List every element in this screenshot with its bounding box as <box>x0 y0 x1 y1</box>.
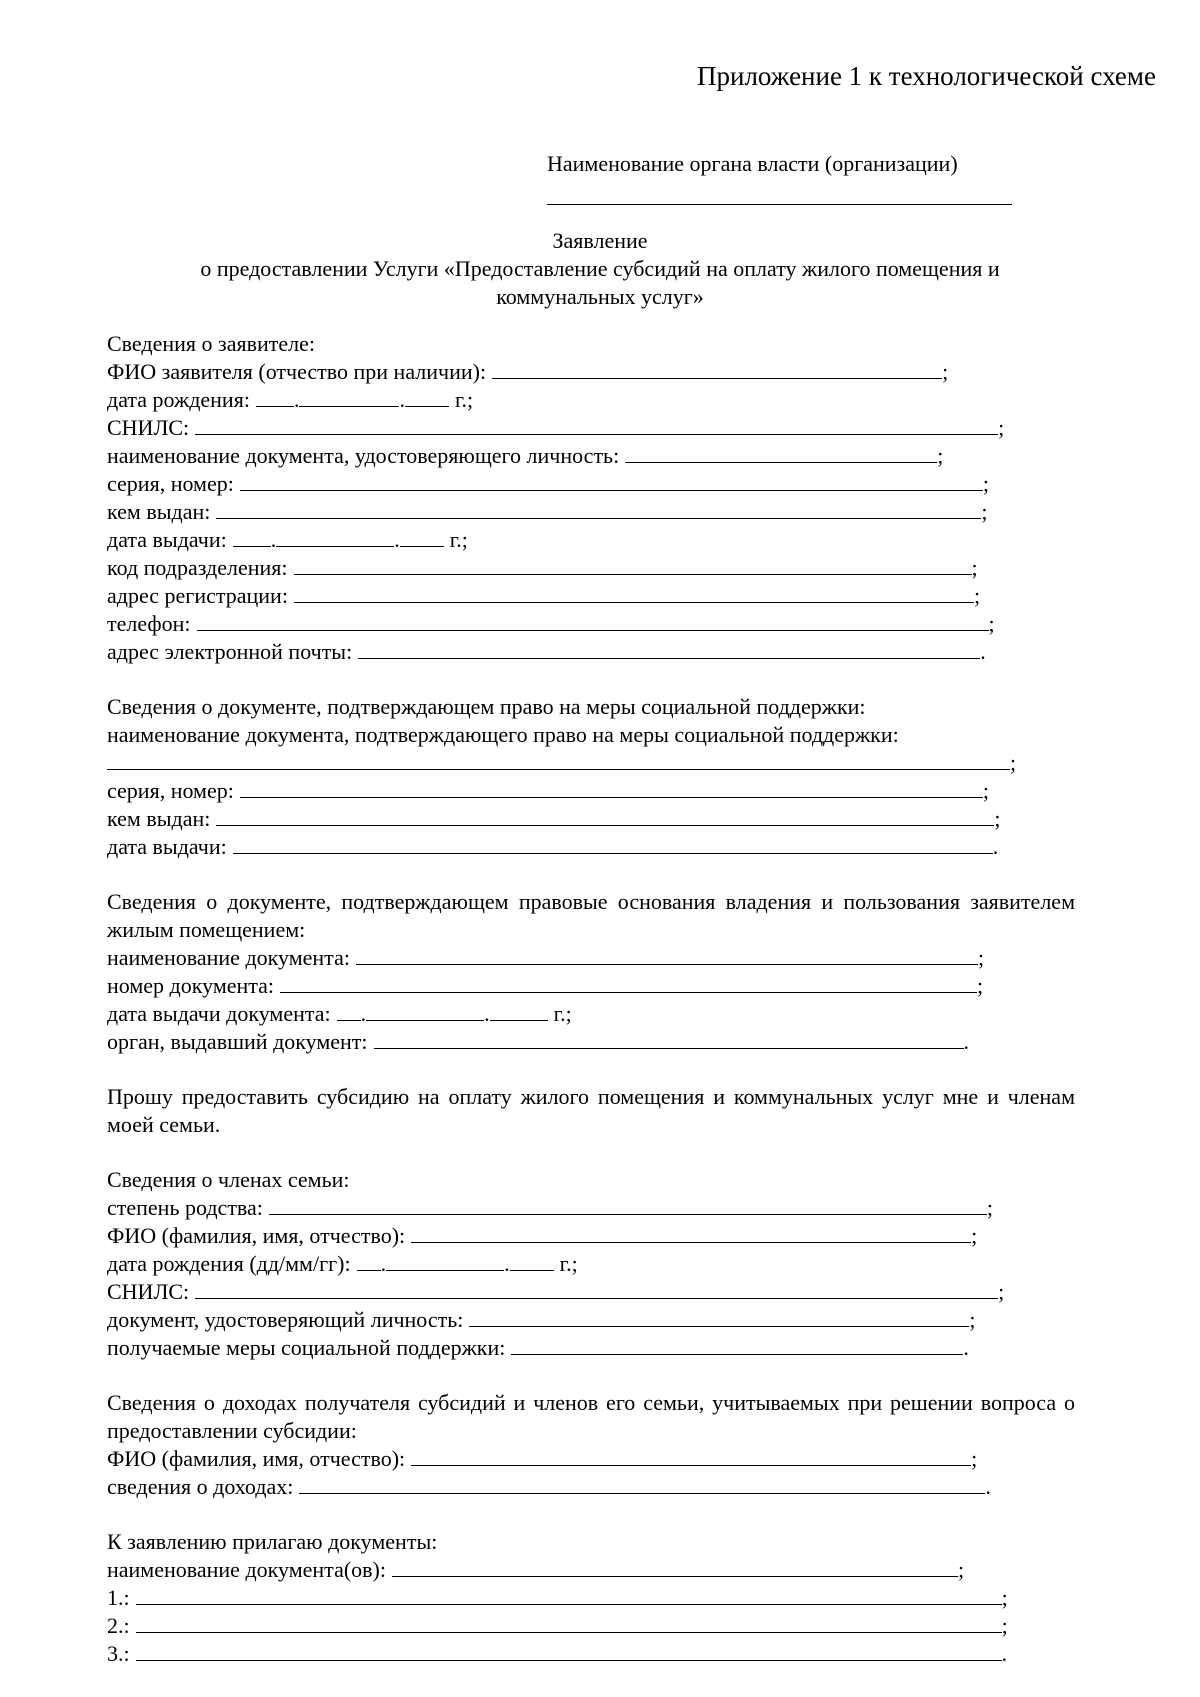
semicolon: ; <box>937 443 944 468</box>
applicant-email-field[interactable] <box>358 640 980 659</box>
applicant-snils-field[interactable] <box>195 416 998 435</box>
ownership-doc-name-row <box>107 944 1075 972</box>
attachment-2-label: 2.: <box>107 1613 130 1638</box>
semicolon: ; <box>971 1446 978 1471</box>
request-text: Прошу предоставить субсидию на оплату жилого помещения и коммунальных услуг мне и членам моей семьи. <box>107 1084 1075 1137</box>
semicolon: ; <box>977 973 984 998</box>
birth-month-field[interactable] <box>299 388 399 407</box>
date-dot: . <box>360 1001 367 1026</box>
annex-label: Приложение 1 к технологической схеме <box>697 61 1156 91</box>
family-support-field[interactable] <box>511 1336 963 1355</box>
family-id-doc-field[interactable] <box>469 1308 969 1327</box>
semicolon: ; <box>1001 1585 1008 1610</box>
support-doc-issued-by-row <box>107 805 1075 833</box>
applicant-issued-by-label: кем выдан: <box>107 499 211 524</box>
ownership-doc-date-row <box>107 1000 1075 1028</box>
ownership-month-field[interactable] <box>366 1002 484 1021</box>
date-dot: . <box>399 387 405 412</box>
ownership-doc-number-field[interactable] <box>280 974 977 993</box>
attachments-names-label: наименование документа(ов): <box>107 1557 386 1582</box>
family-birth-month-field[interactable] <box>386 1252 504 1271</box>
support-doc-name-label: наименование документа, подтверждающего право на меры социальной поддержки: <box>107 722 899 747</box>
semicolon: ; <box>973 583 981 608</box>
family-birth-year-field[interactable] <box>510 1252 554 1271</box>
birth-day-field[interactable] <box>256 388 294 407</box>
applicant-series-field[interactable] <box>240 472 983 491</box>
semicolon: ; <box>998 415 1005 440</box>
attachment-item-1 <box>107 1584 1075 1612</box>
semicolon: ; <box>971 1223 978 1248</box>
attachments-heading: К заявлению прилагаю документы: <box>107 1529 438 1554</box>
family-snils-field[interactable] <box>195 1280 998 1299</box>
applicant-division-label: код подразделения: <box>107 555 288 580</box>
applicant-heading: Сведения о заявителе: <box>107 331 316 356</box>
applicant-issued-by-field[interactable] <box>216 500 981 519</box>
family-fio-label: ФИО (фамилия, имя, отчество): <box>107 1223 406 1248</box>
attachments-names-row <box>107 1556 1075 1584</box>
birth-year-field[interactable] <box>405 388 449 407</box>
applicant-address-row <box>107 582 1075 610</box>
family-birth-date-label: дата рождения (дд/мм/гг): <box>107 1251 351 1276</box>
form-subtitle-line1: о предоставлении Услуги «Предоставление субсидий на оплату жилого помещения и <box>200 256 1000 281</box>
applicant-email-row <box>107 638 1075 666</box>
period: . <box>963 1029 970 1054</box>
ownership-doc-heading: Сведения о документе, подтверждающем правовые основания владения и пользования заявителем жилым помещением: <box>107 889 1075 942</box>
ownership-doc-date-label: дата выдачи документа: <box>107 1001 331 1026</box>
applicant-email-label: адрес электронной почты: <box>107 639 353 664</box>
applicant-id-doc-field[interactable] <box>625 444 937 463</box>
family-heading: Сведения о членах семьи: <box>107 1167 350 1192</box>
semicolon: ; <box>982 778 989 803</box>
applicant-snils-row <box>107 414 1075 442</box>
income-info-row <box>107 1473 1075 1501</box>
ownership-doc-issuer-row <box>107 1028 1075 1056</box>
semicolon: ; <box>981 499 988 524</box>
applicant-division-field[interactable] <box>294 556 972 575</box>
date-dot: . <box>270 527 277 552</box>
semicolon: ; <box>1010 750 1017 775</box>
attachment-1-field[interactable] <box>136 1586 1002 1605</box>
applicant-address-label: адрес регистрации: <box>107 583 288 608</box>
applicant-id-doc-label: наименование документа, удостоверяющего личность: <box>107 443 620 468</box>
period: . <box>963 1335 969 1360</box>
year-suffix: г.; <box>454 387 474 412</box>
ownership-doc-number-label: номер документа: <box>107 973 275 998</box>
semicolon: ; <box>969 1307 976 1332</box>
family-relation-row <box>107 1194 1075 1222</box>
semicolon: ; <box>942 359 949 384</box>
family-support-row <box>107 1334 1075 1362</box>
support-doc-date-row <box>107 833 1075 861</box>
ownership-doc-number-row <box>107 972 1075 1000</box>
family-relation-field[interactable] <box>269 1196 987 1215</box>
date-dot: . <box>394 527 400 552</box>
support-doc-date-field[interactable] <box>233 835 993 854</box>
semicolon: ; <box>971 555 978 580</box>
form-body <box>107 330 1075 1668</box>
semicolon: ; <box>994 806 1001 831</box>
support-doc-name-row <box>107 749 1075 777</box>
date-dot: . <box>484 1001 490 1026</box>
period: . <box>992 834 999 859</box>
support-doc-series-label: серия, номер: <box>107 778 234 803</box>
applicant-id-doc-row <box>107 442 1075 470</box>
period: . <box>1001 1641 1008 1666</box>
applicant-phone-label: телефон: <box>107 611 191 636</box>
org-name-field[interactable] <box>547 204 1012 205</box>
date-dot: . <box>293 387 300 412</box>
family-id-doc-row <box>107 1306 1075 1334</box>
issue-month-field[interactable] <box>276 528 394 547</box>
applicant-fio-field[interactable] <box>492 360 942 379</box>
applicant-fio-row <box>107 358 1075 386</box>
support-doc-issued-by-field[interactable] <box>216 807 994 826</box>
applicant-series-label: серия, номер: <box>107 471 234 496</box>
family-fio-row <box>107 1222 1075 1250</box>
semicolon: ; <box>958 1557 965 1582</box>
ownership-year-field[interactable] <box>490 1002 548 1021</box>
support-doc-series-row <box>107 777 1075 805</box>
attachment-3-field[interactable] <box>136 1642 1002 1661</box>
support-doc-heading: Сведения о документе, подтверждающем право на меры социальной поддержки: <box>107 694 866 719</box>
family-relation-label: степень родства: <box>107 1195 263 1220</box>
ownership-doc-name-label: наименование документа: <box>107 945 350 970</box>
year-suffix: г.; <box>553 1001 572 1026</box>
applicant-fio-label: ФИО заявителя (отчество при наличии): <box>107 359 487 384</box>
semicolon: ; <box>982 471 989 496</box>
applicant-series-row <box>107 470 1075 498</box>
applicant-phone-field[interactable] <box>197 612 989 631</box>
semicolon: ; <box>1001 1613 1008 1638</box>
applicant-birth-date-row <box>107 386 1075 414</box>
semicolon: ; <box>998 1279 1005 1304</box>
income-fio-label: ФИО (фамилия, имя, отчество): <box>107 1446 406 1471</box>
applicant-division-row <box>107 554 1075 582</box>
family-birth-day-field[interactable] <box>357 1252 381 1271</box>
form-subtitle-line2: коммунальных услуг» <box>496 284 704 309</box>
semicolon: ; <box>988 611 995 636</box>
ownership-doc-name-field[interactable] <box>356 946 978 965</box>
family-snils-row <box>107 1278 1075 1306</box>
ownership-doc-issuer-field[interactable] <box>374 1030 964 1049</box>
org-name-label: Наименование органа власти (организации) <box>547 151 958 176</box>
issue-year-field[interactable] <box>400 528 444 547</box>
applicant-phone-row <box>107 610 1075 638</box>
support-doc-name-field[interactable] <box>107 751 1010 770</box>
attachment-3-label: 3.: <box>107 1641 130 1666</box>
year-suffix: г.; <box>449 527 468 552</box>
semicolon: ; <box>986 1195 994 1220</box>
support-doc-date-label: дата выдачи: <box>107 834 227 859</box>
issue-day-field[interactable] <box>233 528 271 547</box>
income-fio-field[interactable] <box>411 1447 971 1466</box>
date-dot: . <box>380 1251 387 1276</box>
family-birth-date-row <box>107 1250 1075 1278</box>
applicant-issue-date-row <box>107 526 1075 554</box>
attachment-2-field[interactable] <box>136 1614 1002 1633</box>
support-doc-issued-by-label: кем выдан: <box>107 806 211 831</box>
applicant-address-field[interactable] <box>294 584 974 603</box>
income-heading: Сведения о доходах получателя субсидий и членов его семьи, учитываемых при решении вопроса о предоставлении субсидии: <box>107 1390 1075 1443</box>
attachments-names-field[interactable] <box>392 1558 958 1577</box>
family-support-label: получаемые меры социальной поддержки: <box>107 1335 506 1360</box>
applicant-snils-label: СНИЛС: <box>107 415 190 440</box>
form-title: Заявление <box>552 228 648 253</box>
income-info-field[interactable] <box>299 1475 985 1494</box>
applicant-issued-by-row <box>107 498 1075 526</box>
semicolon: ; <box>977 945 985 970</box>
year-suffix: г.; <box>559 1251 578 1276</box>
support-doc-series-field[interactable] <box>240 779 983 798</box>
period: . <box>980 639 986 664</box>
attachment-item-3 <box>107 1640 1075 1668</box>
attachment-item-2 <box>107 1612 1075 1640</box>
family-fio-field[interactable] <box>411 1224 971 1243</box>
period: . <box>985 1474 991 1499</box>
family-id-doc-label: документ, удостоверяющий личность: <box>107 1307 464 1332</box>
family-snils-label: СНИЛС: <box>107 1279 190 1304</box>
ownership-doc-issuer-label: орган, выдавший документ: <box>107 1029 368 1054</box>
ownership-day-field[interactable] <box>337 1002 361 1021</box>
date-dot: . <box>504 1251 510 1276</box>
income-info-label: сведения о доходах: <box>107 1474 294 1499</box>
income-fio-row <box>107 1445 1075 1473</box>
applicant-issue-date-label: дата выдачи: <box>107 527 227 552</box>
applicant-birth-date-label: дата рождения: <box>107 387 250 412</box>
attachment-1-label: 1.: <box>107 1585 130 1610</box>
